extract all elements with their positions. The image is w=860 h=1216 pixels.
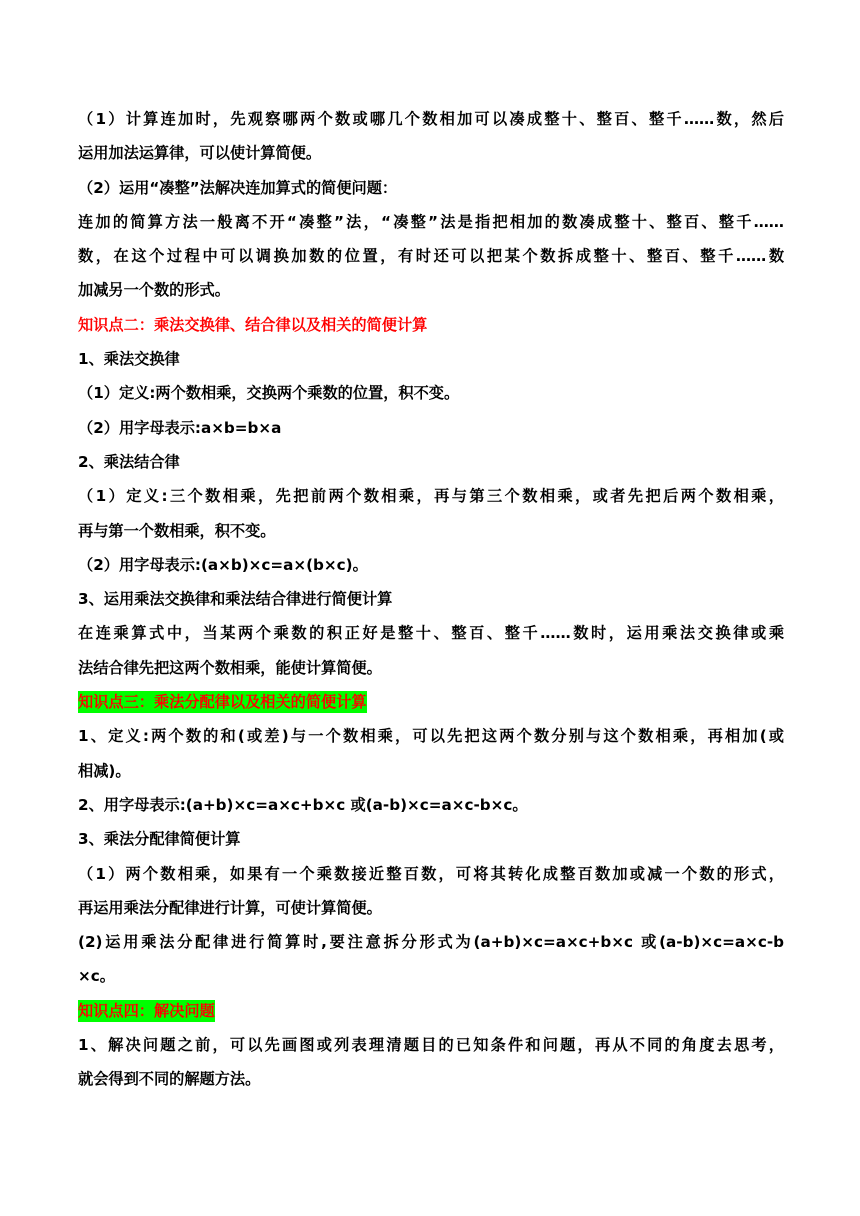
subheading: 3、乘法分配律简便计算 <box>78 830 241 849</box>
paragraph-line: （1）计算连加时，先观察哪两个数或哪几个数相加可以凑成整十、整百、整千……数，然后 <box>78 110 784 128</box>
section-heading-3: 知识点三：乘法分配律以及相关的简便计算 <box>78 693 367 712</box>
paragraph-line: （1）定义:三个数相乘，先把前两个数相乘，再与第三个数相乘，或者先把后两个数相乘， <box>78 487 784 506</box>
subheading: 3、运用乘法交换律和乘法结合律进行简便计算 <box>78 590 393 609</box>
paragraph-line: 相减)。 <box>78 761 131 780</box>
paragraph-line: （1）两个数相乘，如果有一个乘数接近整百数，可将其转化成整百数加或减一个数的形式， <box>78 864 784 883</box>
paragraph-line: （2）运用“凑整”法解决连加算式的简便问题： <box>78 178 398 197</box>
section-heading-2: 知识点二：乘法交换律、结合律以及相关的简便计算 <box>78 315 428 334</box>
document-body <box>78 102 784 1097</box>
paragraph-line: ×c。 <box>78 967 115 986</box>
paragraph-line: 1、定义:两个数的和(或差)与一个数相乘，可以先把这两个数分别与这个数相乘，再相加(或 <box>78 727 784 746</box>
paragraph-line: 就会得到不同的解题方法。 <box>78 1070 261 1089</box>
formula-line: 2、用字母表示:(a+b)×c=a×c+b×c 或(a-b)×c=a×c-b×c。 <box>78 795 528 814</box>
paragraph-line: 再运用乘法分配律进行计算，可使计算简便。 <box>78 898 382 917</box>
paragraph-line: 加减另一个数的形式。 <box>78 281 230 300</box>
section-heading-4: 知识点四：解决问题 <box>78 1001 215 1020</box>
formula-line: （2）用字母表示:a×b=b×a <box>78 418 282 437</box>
paragraph-line: 再与第一个数相乘，积不变。 <box>78 521 276 540</box>
paragraph-line: 运用加法运算律，可以使计算简便。 <box>78 144 321 163</box>
paragraph-line: 数，在这个过程中可以调换加数的位置，有时还可以把某个数拆成整十、整百、整千……数 <box>78 247 784 266</box>
paragraph-line: 在连乘算式中，当某两个乘数的积正好是整十、整百、整千……数时，运用乘法交换律或乘 <box>78 624 784 643</box>
paragraph-line: 1、解决问题之前，可以先画图或列表理清题目的已知条件和问题，再从不同的角度去思考， <box>78 1036 784 1055</box>
formula-line: （2）用字母表示:(a×b)×c=a×(b×c)。 <box>78 555 368 574</box>
paragraph-line: 法结合律先把这两个数相乘，能使计算简便。 <box>78 658 382 677</box>
subheading: 2、乘法结合律 <box>78 452 180 471</box>
subheading: 1、乘法交换律 <box>78 350 180 369</box>
paragraph-line: （1）定义:两个数相乘，交换两个乘数的位置，积不变。 <box>78 384 460 403</box>
paragraph-line: (2)运用乘法分配律进行简算时,要注意拆分形式为(a+b)×c=a×c+b×c 或(a-b)×c=a×c-b <box>78 933 784 952</box>
paragraph-line: 连加的简算方法一般离不开“凑整”法，“凑整”法是指把相加的数凑成整十、整百、整千…… <box>78 212 784 231</box>
